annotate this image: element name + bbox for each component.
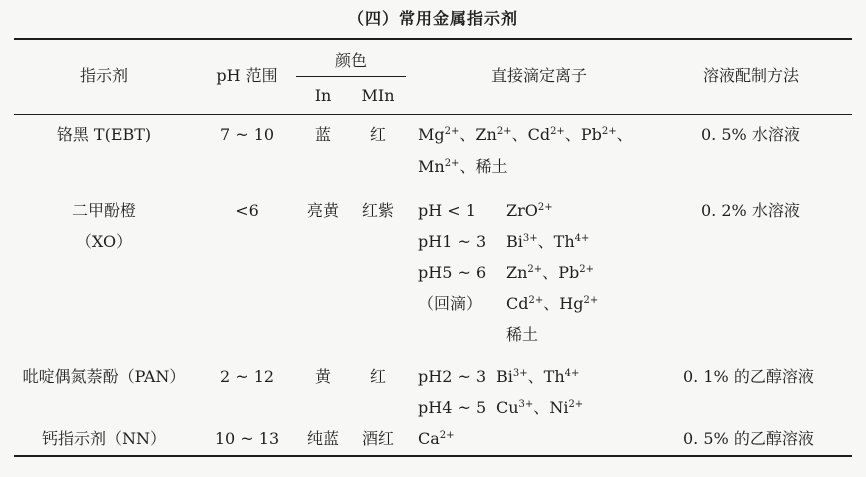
row-pan-prep: 0. 1% 的乙醇溶液	[683, 367, 814, 386]
ion-symbol: Ni	[549, 398, 569, 417]
row-pan-cond-ions	[496, 398, 583, 418]
row-ebt-prep: 0. 5% 水溶液	[701, 125, 800, 144]
row-xo-ions-tail: 稀土	[506, 325, 539, 344]
header-ph-range: pH 范围	[216, 66, 278, 85]
ion-charge: 3+	[512, 368, 528, 379]
ion-symbol: Hg	[559, 294, 584, 313]
row-xo-cond: pH5 ~ 6	[418, 263, 487, 282]
row-pan-name: 吡啶偶氮萘酚（PAN）	[22, 367, 186, 386]
ion-symbol: Mn	[418, 157, 445, 176]
ion-charge: 2+	[528, 295, 544, 306]
ion-separator: 、	[459, 157, 476, 176]
bottom-rule	[14, 455, 852, 457]
ion-symbol: Th	[553, 232, 575, 251]
color-header-underline	[296, 76, 406, 77]
ion-separator: 、	[616, 125, 633, 144]
ion-symbol: Zn	[475, 125, 497, 144]
ion-charge: 2+	[527, 264, 543, 275]
ion-symbol: Pb	[558, 263, 580, 282]
ion-separator: 、	[537, 232, 554, 251]
row-ebt-name: 铬黑 T(EBT)	[56, 125, 152, 144]
row-pan-cond: pH4 ~ 5	[418, 398, 487, 417]
row-pan-cond-ions	[496, 367, 579, 387]
ion-separator: 、	[543, 294, 560, 313]
header-indicator: 指示剂	[79, 66, 129, 85]
ion-charge: 2+	[568, 399, 584, 410]
ion-separator: 、	[542, 263, 559, 282]
ion-symbol: Pb	[580, 125, 602, 144]
row-ebt-ions-tail: 稀土	[475, 157, 508, 176]
ion-symbol: Mg	[418, 125, 445, 144]
row-xo-cond: （回滴）	[418, 294, 483, 313]
row-ebt-color-in: 蓝	[314, 125, 332, 144]
ion-charge: 2+	[579, 264, 594, 275]
ion-symbol: Bi	[506, 232, 523, 251]
table-title: （四）常用金属指示剂	[347, 9, 518, 28]
row-xo-abbr: （XO）	[75, 232, 133, 251]
header-color-in: In	[314, 86, 332, 105]
row-xo-color-in: 亮黄	[306, 201, 340, 220]
row-xo-cond: pH < 1	[418, 201, 476, 220]
ion-symbol: Th	[543, 367, 565, 386]
row-ebt-ions-line2	[418, 157, 507, 177]
ion-symbol: Cd	[506, 294, 529, 313]
ion-charge: 3+	[518, 399, 534, 410]
row-nn-ions	[418, 429, 455, 449]
row-xo-ph: <6	[235, 201, 259, 220]
row-xo-cond-ions	[506, 232, 589, 252]
row-pan-cond: pH2 ~ 3	[418, 367, 487, 386]
ion-symbol: Cu	[496, 398, 519, 417]
header-color: 颜色	[334, 51, 368, 70]
ion-charge: 2+	[550, 126, 565, 137]
row-xo-cond: pH1 ~ 3	[418, 232, 487, 251]
ion-charge: 2+	[496, 126, 512, 137]
ion-separator: 、	[533, 398, 550, 417]
ion-symbol: Zn	[506, 263, 528, 282]
ion-charge: 2+	[439, 430, 455, 441]
ion-symbol: ZrO	[506, 201, 538, 220]
ion-symbol: Bi	[496, 367, 513, 386]
ion-charge: 2+	[583, 295, 599, 306]
ion-charge: 4+	[564, 368, 580, 379]
row-xo-cond-ions	[506, 263, 594, 283]
row-pan-color-in: 黄	[314, 367, 332, 386]
ion-charge: 3+	[522, 233, 538, 244]
ion-charge: 2+	[444, 158, 460, 169]
row-xo-cond-ions	[506, 201, 553, 221]
row-pan-color-min: 红	[369, 367, 387, 386]
header-color-min: MIn	[361, 86, 395, 105]
ion-separator: 、	[511, 125, 528, 144]
ion-charge: 2+	[601, 126, 617, 137]
ion-charge: 4+	[574, 233, 590, 244]
row-xo-color-min: 红紫	[361, 201, 395, 220]
ion-charge: 2+	[444, 126, 460, 137]
ion-symbol: Cd	[527, 125, 551, 144]
header-rule	[14, 114, 852, 115]
row-ebt-ions-line1	[418, 125, 633, 145]
ion-separator: 、	[564, 125, 581, 144]
row-xo-prep: 0. 2% 水溶液	[701, 201, 800, 220]
ion-charge: 2+	[537, 202, 553, 213]
row-nn-prep: 0. 5% 的乙醇溶液	[683, 429, 814, 448]
row-nn-ph: 10 ~ 13	[214, 429, 280, 448]
row-xo-cond-ions	[506, 294, 598, 314]
row-ebt-color-min: 红	[369, 125, 387, 144]
row-nn-color-in: 纯蓝	[306, 429, 340, 448]
ion-separator: 、	[527, 367, 544, 386]
row-ebt-ph: 7 ~ 10	[219, 125, 275, 144]
ion-separator: 、	[459, 125, 476, 144]
header-preparation: 溶液配制方法	[702, 66, 800, 85]
top-rule	[14, 38, 852, 40]
row-pan-ph: 2 ~ 12	[219, 367, 275, 386]
row-nn-color-min: 酒红	[361, 429, 395, 448]
row-xo-name: 二甲酚橙	[71, 201, 137, 220]
ion-symbol: Ca	[418, 429, 440, 448]
row-nn-name: 钙指示剂（NN）	[41, 429, 167, 448]
header-titrated-ions: 直接滴定离子	[490, 66, 588, 85]
